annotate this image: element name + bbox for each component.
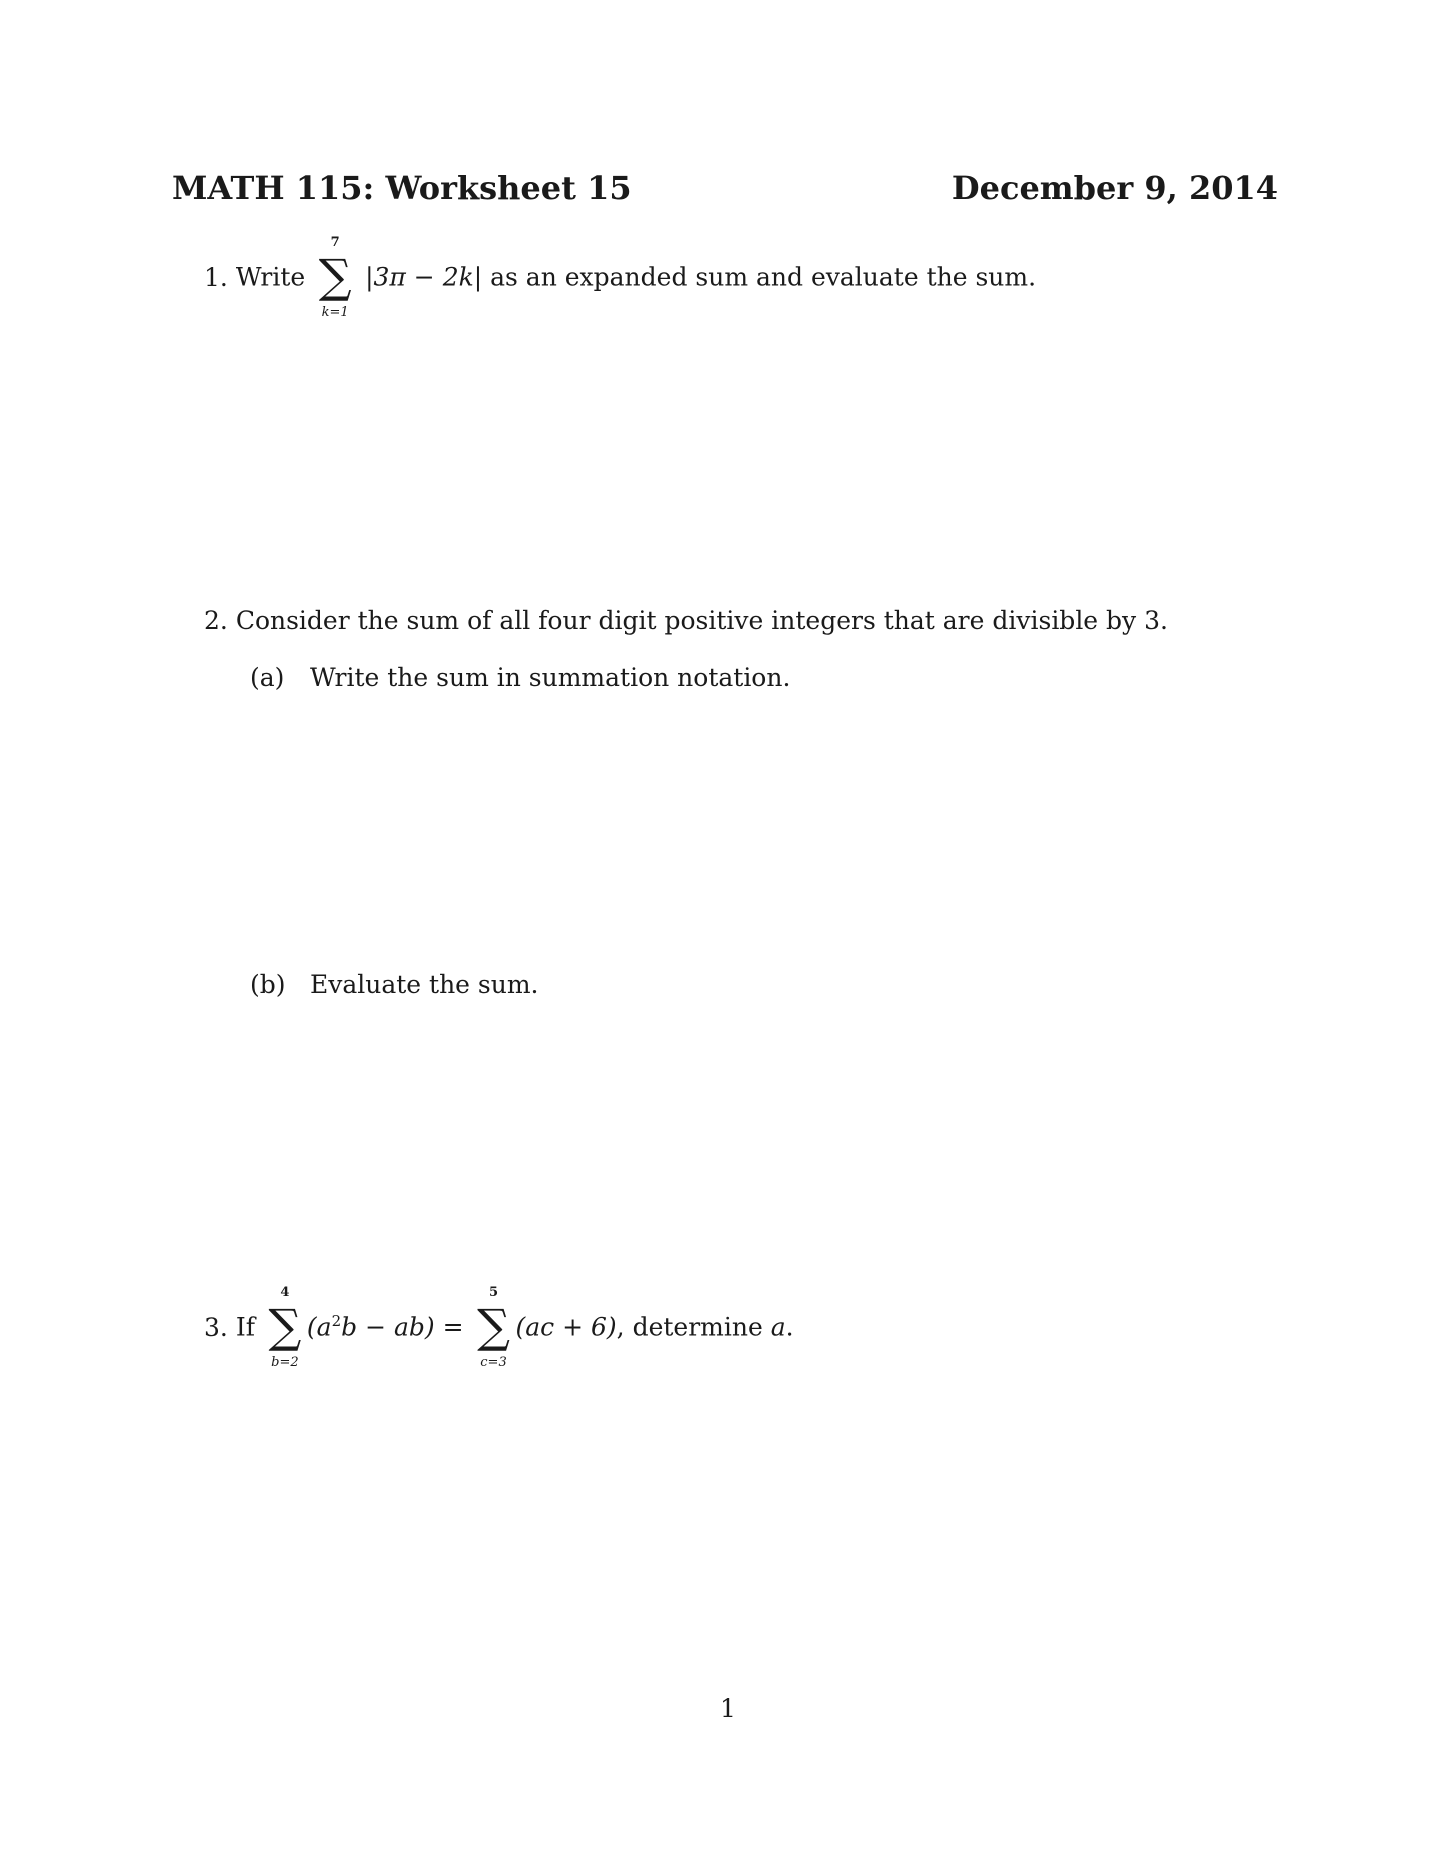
problem-lead: If xyxy=(235,1312,255,1342)
summation xyxy=(315,236,355,322)
problem-number: 2. xyxy=(204,606,228,635)
part-label: (a) xyxy=(250,663,285,692)
problem-text: Consider the sum of all four digit positive integers that are divisible by 3. xyxy=(235,606,1168,635)
sum-lower-limit: c=3 xyxy=(480,1355,507,1370)
summand-left-a: (a xyxy=(306,1312,332,1342)
problem-lead: Write xyxy=(235,262,306,292)
worksheet-date: December 9, 2014 xyxy=(951,169,1278,207)
sum-upper-limit: 7 xyxy=(330,235,340,250)
part-label: (b) xyxy=(250,970,286,999)
problem-2b xyxy=(250,968,539,1002)
part-text: Write the sum in summation notation. xyxy=(309,663,791,692)
summand-right: (ac + 6) xyxy=(515,1312,617,1342)
problem-1 xyxy=(204,236,1036,322)
sigma-symbol: ∑ xyxy=(318,249,352,303)
problem-number: 1. xyxy=(204,262,228,292)
worksheet-title: MATH 115: Worksheet 15 xyxy=(172,169,632,207)
sum-upper-limit: 4 xyxy=(280,1285,290,1300)
summation-right xyxy=(474,1286,514,1372)
part-text: Evaluate the sum. xyxy=(309,970,539,999)
problem-tail: as an expanded sum and evaluate the sum. xyxy=(490,262,1037,292)
problem-3 xyxy=(204,1286,794,1372)
header xyxy=(172,166,1278,210)
sum-upper-limit: 5 xyxy=(488,1285,499,1300)
period: . xyxy=(785,1312,794,1342)
sum-lower-limit: k=1 xyxy=(321,305,349,320)
sum-lower-limit: b=2 xyxy=(271,1355,299,1370)
problem-2 xyxy=(204,604,1168,638)
summand-left-b: b − ab) xyxy=(341,1312,435,1342)
problem-2a xyxy=(250,661,790,695)
sigma-symbol: ∑ xyxy=(477,1299,510,1353)
summand-expression: |3π − 2k| xyxy=(365,262,483,292)
problem-number: 3. xyxy=(204,1312,228,1342)
page-number: 1 xyxy=(720,1694,736,1723)
problem-tail: , determine xyxy=(616,1312,763,1342)
variable: a xyxy=(770,1312,786,1342)
exponent: 2 xyxy=(331,1312,342,1331)
equals-sign: = xyxy=(442,1312,464,1342)
summation-left xyxy=(265,1286,305,1372)
sigma-symbol: ∑ xyxy=(268,1299,302,1353)
